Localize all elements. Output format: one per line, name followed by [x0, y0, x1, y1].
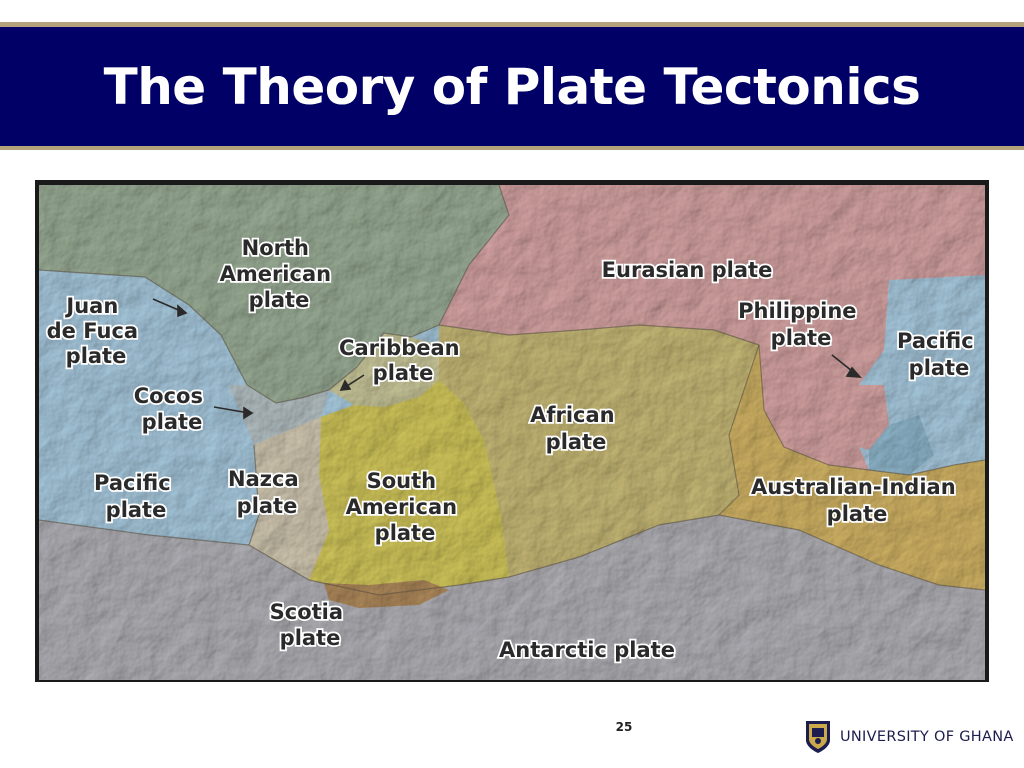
label-line: African	[530, 403, 615, 427]
slide-title: The Theory of Plate Tectonics	[103, 57, 921, 116]
label-line: plate	[770, 326, 832, 350]
label-line: Caribbean	[339, 336, 460, 360]
plate-map-image	[39, 185, 985, 680]
label-line: Antarctic plate	[499, 638, 675, 662]
label-line: American	[219, 262, 332, 286]
label-line: plate	[105, 498, 167, 522]
label-line: Philippine	[738, 299, 857, 323]
label-line: plate	[372, 361, 434, 385]
label-line: plate	[908, 356, 970, 380]
label-line: plate	[236, 494, 298, 518]
label-line: plate	[826, 502, 888, 526]
label-line: Cocos	[133, 384, 203, 408]
label-line: plate	[65, 344, 127, 368]
label-line: North	[241, 236, 310, 260]
title-band	[0, 27, 1024, 146]
label-line: plate	[374, 521, 436, 545]
label-line: South	[366, 469, 437, 493]
label-line: plate	[248, 288, 310, 312]
label-line: plate	[545, 430, 607, 454]
title-bottom-rule	[0, 146, 1024, 150]
university-logo	[805, 719, 1014, 755]
label-eurasian-plate	[602, 258, 773, 282]
tectonic-plate-map	[35, 180, 989, 682]
label-line: Australian-Indian	[751, 475, 956, 499]
university-crest-icon	[805, 720, 831, 754]
label-line: plate	[279, 626, 341, 650]
label-line: Eurasian plate	[601, 258, 773, 282]
label-antarctic-plate	[499, 638, 675, 662]
label-line: Pacific	[897, 329, 974, 353]
university-name: UNIVERSITY OF GHANA	[840, 729, 1014, 745]
label-line: Nazca	[228, 467, 299, 491]
label-line: Scotia	[269, 600, 344, 624]
label-line: Pacific	[94, 471, 171, 495]
label-line: American	[345, 495, 458, 519]
label-line: Juan	[66, 294, 119, 318]
page-number: 25	[615, 720, 633, 734]
label-line: plate	[141, 410, 203, 434]
label-line: de Fuca	[46, 319, 139, 343]
